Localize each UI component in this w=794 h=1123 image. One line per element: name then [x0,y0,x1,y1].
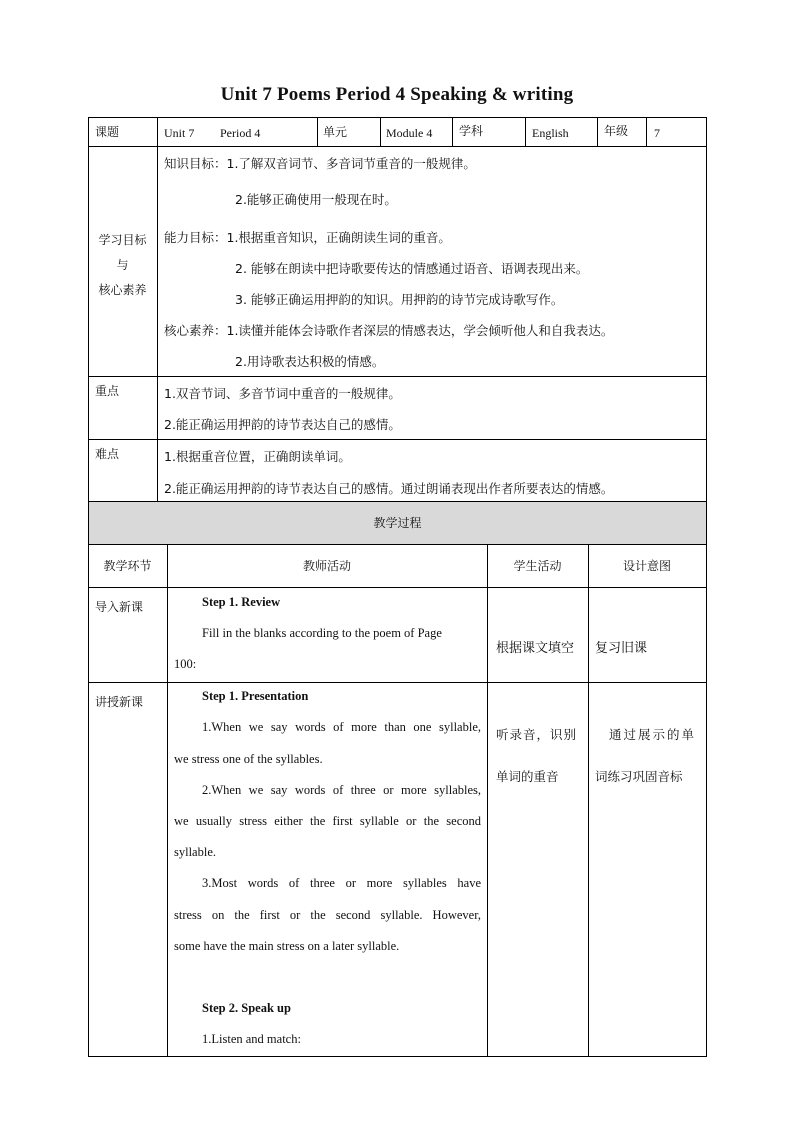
objectives-label-line: 学习目标 [98,233,147,247]
objective-line: 2.用诗歌表达积极的情感。 [235,354,385,369]
step-heading: Step 1. Review [202,595,281,609]
teacher-line: syllable. [174,845,217,859]
unit-value: Module 4 [386,126,433,140]
objective-line: 2.能够正确使用一般现在时。 [235,192,397,207]
teacher-line: Fill in the blanks according to the poem of Page [202,626,442,640]
topic-value-period: Period 4 [220,126,261,140]
subject-label: 学科 [459,124,484,138]
student-activity: 根据课文填空 [496,641,575,656]
stage-label: 导入新课 [95,600,144,614]
step-heading: Step 1. Presentation [202,689,309,703]
teacher-line: 1.When we say words of more than one syllable, [202,720,481,734]
objectives-label-line: 与 [116,258,129,272]
objective-line: 知识目标：1.了解双音词节、多音词节重音的一般规律。 [164,156,476,171]
objective-line: 核心素养：1.读懂并能体会诗歌作者深层的情感表达，学会倾听他人和自我表达。 [164,323,614,338]
student-activity: 听录音，识别 [496,727,578,742]
objective-line: 3. 能够正确运用押韵的知识。用押韵的诗节完成诗歌写作。 [235,292,564,307]
design-intent: 复习旧课 [595,641,648,656]
topic-value-unit: Unit 7 [164,126,195,140]
student-activity: 单词的重音 [496,769,559,784]
teacher-line: 3.Most words of three or more syllables have [202,876,481,890]
objectives-label-line: 核心素养 [98,283,147,297]
difficulty-line: 1.根据重音位置，正确朗读单词。 [164,449,351,464]
key-points-label: 重点 [95,384,120,398]
difficulty-line: 2.能正确运用押韵的诗节表达自己的感情。通过朗诵表现出作者所要表达的情感。 [164,481,614,496]
grade-value: 7 [654,126,660,140]
unit-label: 单元 [323,125,348,139]
teacher-line: 1.Listen and match: [202,1032,301,1046]
teacher-line: some have the main stress on a later syllable. [174,939,400,953]
column-header-teacher: 教师活动 [302,559,351,573]
key-point-line: 2.能正确运用押韵的诗节表达自己的感情。 [164,417,401,432]
key-point-line: 1.双音节词、多音节词中重音的一般规律。 [164,386,401,401]
objective-line: 能力目标：1.根据重音知识，正确朗读生词的重音。 [164,230,451,245]
teacher-line: we usually stress either the first syllable or the second [174,814,481,828]
teacher-line: stress on the first or the second syllable. However, [174,908,481,922]
subject-value: English [532,126,569,140]
teacher-line: 2.When we say words of three or more syllables, [202,783,481,797]
design-intent: 词练习巩固音标 [595,769,683,784]
teacher-line: 100: [174,657,197,671]
topic-label: 课题 [95,125,120,139]
grade-label: 年级 [604,124,629,138]
step-heading: Step 2. Speak up [202,1001,291,1015]
column-header-student: 学生活动 [513,559,562,573]
column-header-intent: 设计意图 [622,559,671,573]
column-header-stage: 教学环节 [103,559,152,573]
process-header: 教学过程 [373,516,422,530]
objective-line: 2. 能够在朗读中把诗歌要传达的情感通过语音、语调表现出来。 [235,261,589,276]
page-title: Unit 7 Poems Period 4 Speaking & writing [220,84,574,105]
stage-label: 讲授新课 [95,695,144,709]
difficulties-label: 难点 [95,447,120,461]
design-intent: 通过展示的单 [609,727,697,742]
teacher-line: we stress one of the syllables. [174,752,323,766]
objectives-label [88,228,157,303]
